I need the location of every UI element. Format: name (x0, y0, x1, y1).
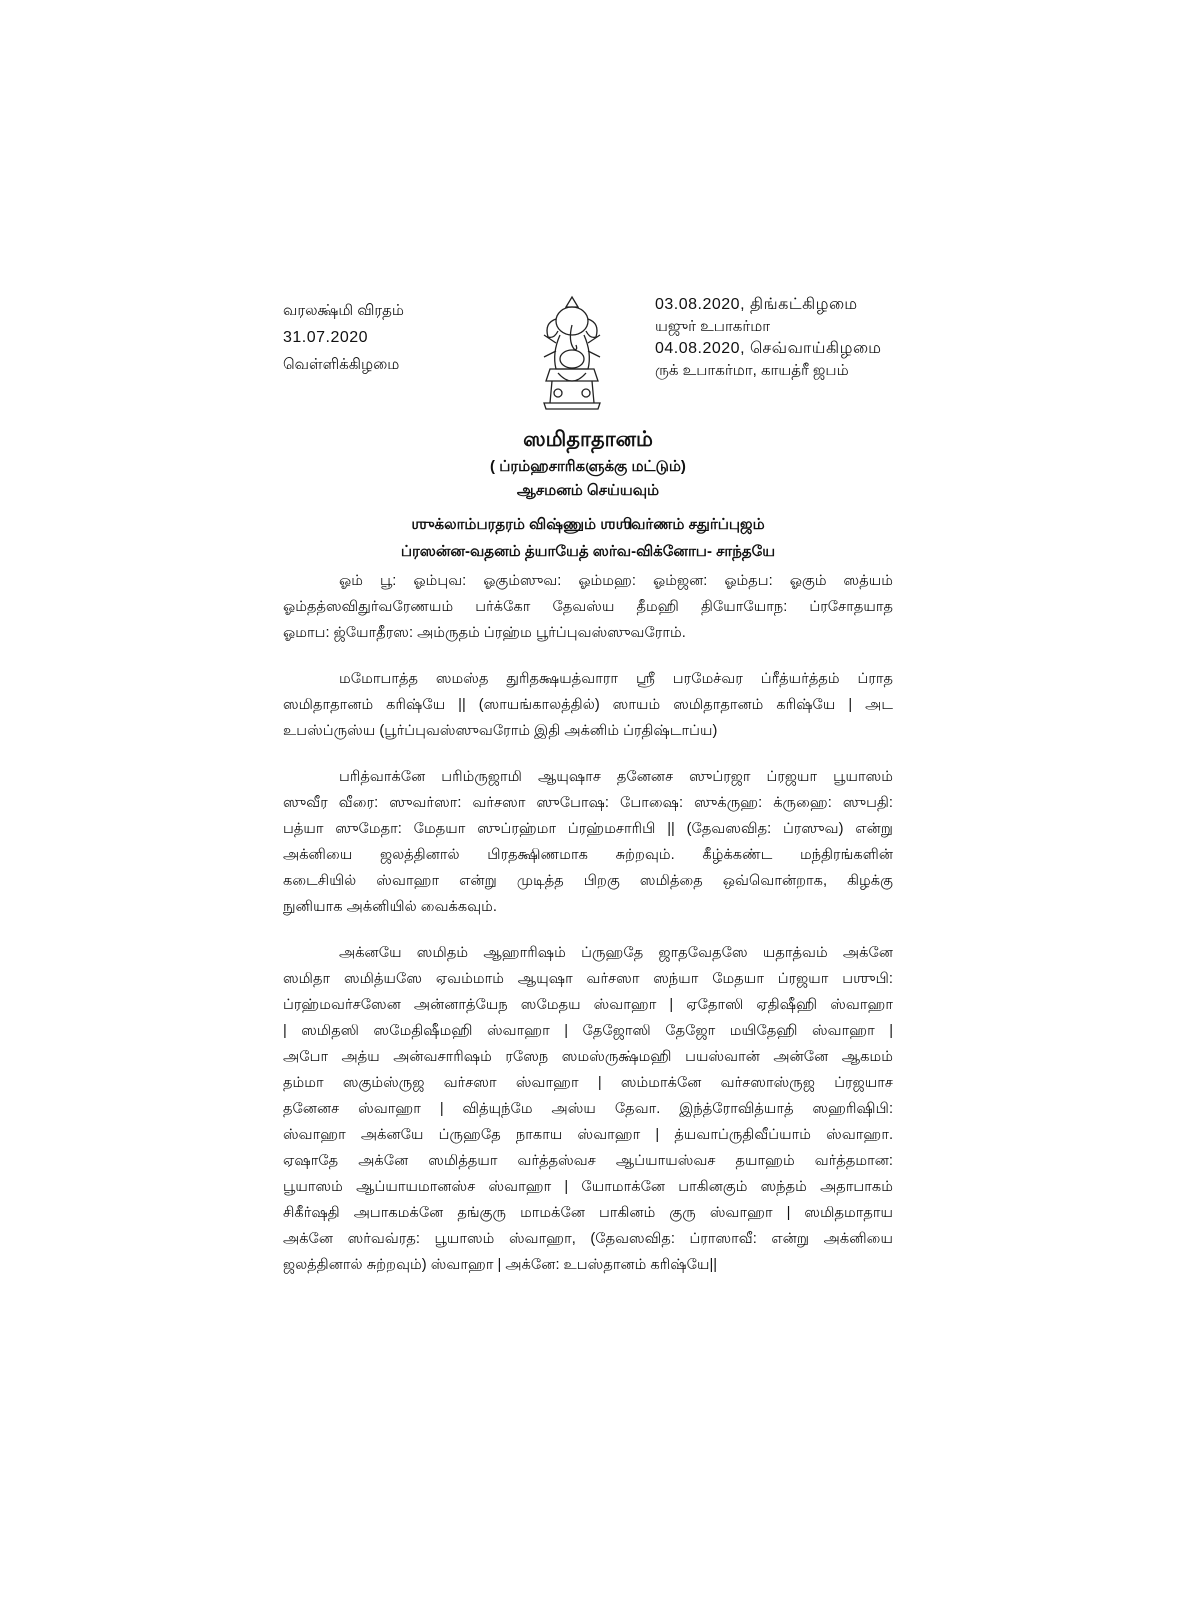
subtitle: ( ப்ரம்ஹசாரிகளுக்கு மட்டும்) (490, 458, 686, 475)
text-line: ப்ரஹ்மவர்சஸேன அன்னாத்யேந ஸமேதய ஸ்வாஹா | ஏதோஸி ஏதிஷீஹி ஸ்வாஹா (283, 997, 893, 1013)
rig-date: 04.08.2020, செவ்வாய்கிழமை (655, 340, 882, 357)
yajur-label: யஜுர் உபாகர்மா (655, 318, 771, 335)
yajur-date: 03.08.2020, திங்கட்கிழமை (655, 296, 858, 313)
text-line: | ஸமிதஸி ஸமேதிஷீமஹி ஸ்வாஹா | தேஜோஸி தேஜோ மயிதேஹி ஸ்வாஹா | (283, 1023, 893, 1039)
text-line: அக்னியை ஜலத்தினால் பிரதக்ஷிணமாக சுற்றவும். கீழ்க்கண்ட மந்திரங்களின் (283, 847, 893, 863)
text-line: ஸுவீர வீரை: ஸுவர்ஸா: வர்சஸா ஸுபோஷ: போஷை: ஸுக்ருஹ: க்ருஹை: ஸுபதி: (283, 795, 893, 811)
text-line: தம்மா ஸகும்ஸ்ருஜ வர்சஸா ஸ்வாஹா | ஸம்மாக்னே வர்சஸாஸ்ருஜ ப்ரஜயாச (283, 1075, 893, 1091)
text-line: நுனியாக அக்னியில் வைக்கவும். (283, 899, 497, 915)
ganesha-image (538, 293, 606, 411)
text-line: பரித்வாக்னே பரிம்ருஜாமி ஆயுஷாச தனேனச ஸுப்ரஜா ப்ரஜயா பூயாஸம் (339, 769, 893, 785)
text-line: ஸமிதாதானம் கரிஷ்யே || (ஸாயங்காலத்தில்) ஸாயம் ஸமிதாதானம் கரிஷ்யே | அட (283, 697, 893, 713)
shloka-line: ஶுக்லாம்பரதரம் விஷ்ணும் ஶஶிவர்ணம் சதுர்ப்புஜம் (411, 516, 765, 533)
paragraph (283, 764, 893, 920)
paragraph (283, 940, 893, 1278)
text-line: ஓம்தத்ஸவிதுர்வரேணயம் பர்க்கோ தேவஸ்ய தீமஹி தியோயோந: ப்ரசோதயாத (283, 599, 893, 615)
header-left (283, 297, 404, 378)
festival-name: வரலக்ஷ்மி விரதம் (283, 302, 404, 319)
text-line: ஸ்வாஹா அக்னயே ப்ருஹதே நாகாய ஸ்வாஹா | த்யவாப்ருதிவீப்யாம் ஸ்வாஹா. (283, 1127, 893, 1143)
paragraph (283, 568, 893, 646)
text-line: ஓம் பூ: ஓம்புவ: ஓகும்ஸுவ: ஓம்மஹ: ஓம்ஜன: ஓம்தப: ஓகும் ஸத்யம் (339, 573, 893, 589)
text-line: ஸமிதா ஸமித்யஸே ஏவம்மாம் ஆயுஷா வர்சஸா ஸந்யா மேதயா ப்ரஜயா பஶுபி: (283, 971, 893, 987)
document-body (283, 568, 893, 1298)
text-line: அக்னயே ஸமிதம் ஆஹாரிஷம் ப்ருஹதே ஜாதவேதஸே யதாத்வம் அக்னே (339, 945, 893, 961)
text-line: அபோ அத்ய அன்வசாரிஷம் ரஸேந ஸமஸ்ருக்ஷ்மஹி பயஸ்வான் அன்னே ஆகமம் (283, 1049, 893, 1065)
shloka (283, 511, 893, 565)
text-line: ஓமாப: ஜ்யோதீரஸ: அம்ருதம் ப்ரஹ்ம பூர்ப்புவஸ்ஸுவரோம். (283, 625, 686, 641)
text-line: உபஸ்ப்ருஸ்ய (பூர்ப்புவஸ்ஸுவரோம் இதி அக்னிம் ப்ரதிஷ்டாப்ய) (283, 723, 718, 739)
rig-label: ருக் உபாகர்மா, காயத்ரீ ஜபம் (655, 362, 849, 379)
text-line: பூயாஸம் ஆப்யாயமானஸ்ச ஸ்வாஹா | யோமாக்னே பாகினகும் ஸந்தம் அதாபாகம் (283, 1179, 893, 1195)
title-block (283, 425, 893, 565)
instruction: ஆசமனம் செய்யவும் (516, 482, 660, 499)
text-line: தனேனச ஸ்வாஹா | வித்யுந்மே அஸ்ய தேவா. இந்த்ரோவித்யாத் ஸஹரிஷிபி: (283, 1101, 893, 1117)
text-line: கடைசியில் ஸ்வாஹா என்று முடித்த பிறகு ஸமித்தை ஒவ்வொன்றாக, கிழக்கு (283, 873, 893, 889)
shloka-line: ப்ரஸன்ன-வதனம் த்யாயேத் ஸர்வ-விக்னோப- சாந்தயே (400, 543, 776, 560)
text-line: ஏஷாதே அக்னே ஸமித்தயா வர்த்தஸ்வச ஆப்யாயஸ்வச தயாஹம் வர்த்தமான: (283, 1153, 893, 1169)
paragraph (283, 666, 893, 744)
text-line: பத்யா ஸுமேதா: மேதயா ஸுப்ரஹ்மா ப்ரஹ்மசாரிபி || (தேவஸவித: ப்ரஸுவ) என்று (283, 821, 893, 837)
header-right (655, 294, 881, 382)
text-line: சிகீர்ஷதி அபாகமக்னே தங்குரு மாமக்னே பாகினம் குரு ஸ்வாஹா | ஸமிதமாதாய (283, 1205, 893, 1221)
text-line: மமோபாத்த ஸமஸ்த துரிதக்ஷயத்வாரா ஸ்ரீ பரமேச்வர ப்ரீத்யர்த்தம் ப்ராத (339, 671, 893, 687)
text-line: ஜலத்தினால் சுற்றவும்) ஸ்வாஹா | அக்னே: உபஸ்தானம் கரிஷ்யே|| (283, 1257, 718, 1273)
main-title: ஸமிதாதானம் (523, 428, 653, 451)
festival-day: வெள்ளிக்கிழமை (283, 356, 400, 373)
text-line: அக்னே ஸர்வவ்ரத: பூயாஸம் ஸ்வாஹா, (தேவஸவித: ப்ராஸாவீ: என்று அக்னியை (283, 1231, 893, 1247)
festival-date: 31.07.2020 (283, 329, 369, 346)
